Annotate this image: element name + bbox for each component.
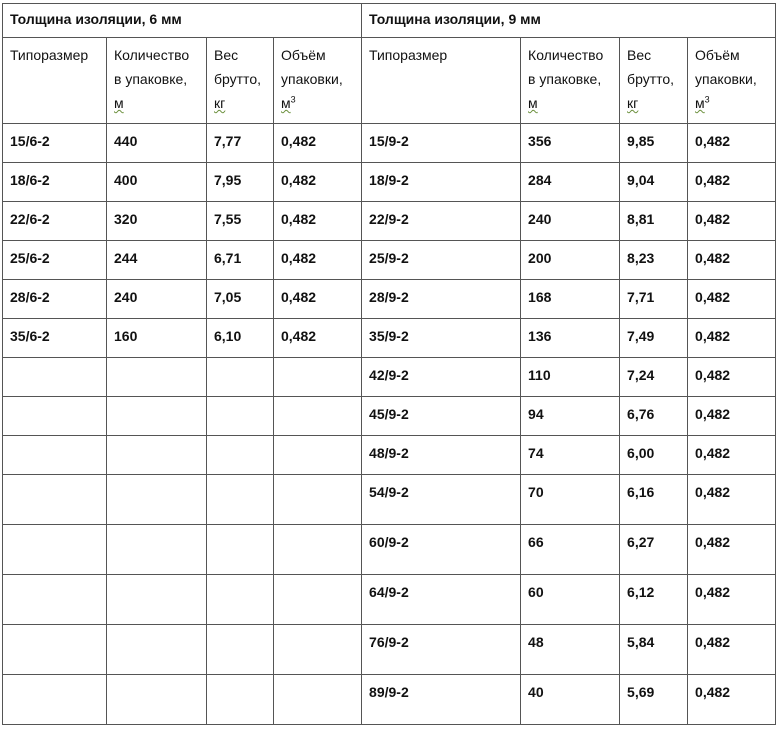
left-header-size: Типоразмер	[3, 38, 107, 124]
right-cell-size: 45/9-2	[362, 397, 521, 436]
right-cell-volume: 0,482	[688, 436, 776, 475]
table-row	[3, 525, 776, 575]
left-cell-weight: 7,55	[207, 202, 274, 241]
left-cell-weight	[207, 525, 274, 575]
table-row	[3, 397, 776, 436]
insulation-table	[2, 3, 776, 725]
left-cell-size: 22/6-2	[3, 202, 107, 241]
left-cell-volume: 0,482	[274, 202, 362, 241]
right-cell-size: 76/9-2	[362, 625, 521, 675]
table-row	[3, 475, 776, 525]
left-cell-size	[3, 675, 107, 725]
right-cell-qty: 74	[521, 436, 620, 475]
right-cell-weight: 6,00	[620, 436, 688, 475]
right-cell-qty: 240	[521, 202, 620, 241]
right-cell-weight: 7,49	[620, 319, 688, 358]
right-cell-weight: 6,27	[620, 525, 688, 575]
left-cell-qty: 244	[107, 241, 207, 280]
left-cell-volume	[274, 475, 362, 525]
left-cell-size	[3, 525, 107, 575]
right-cell-qty: 200	[521, 241, 620, 280]
right-cell-size: 15/9-2	[362, 124, 521, 163]
table-row	[3, 625, 776, 675]
left-cell-size: 35/6-2	[3, 319, 107, 358]
left-cell-weight	[207, 436, 274, 475]
title-row	[3, 4, 776, 38]
right-cell-qty: 94	[521, 397, 620, 436]
left-cell-weight	[207, 675, 274, 725]
right-cell-size: 35/9-2	[362, 319, 521, 358]
right-cell-size: 28/9-2	[362, 280, 521, 319]
left-cell-volume	[274, 397, 362, 436]
right-title: Толщина изоляции, 9 мм	[362, 4, 776, 38]
table-row	[3, 358, 776, 397]
left-cell-qty: 320	[107, 202, 207, 241]
left-cell-weight: 6,10	[207, 319, 274, 358]
left-cell-volume: 0,482	[274, 124, 362, 163]
left-cell-qty	[107, 397, 207, 436]
left-cell-weight: 7,95	[207, 163, 274, 202]
left-cell-volume	[274, 358, 362, 397]
right-header-size: Типоразмер	[362, 38, 521, 124]
left-cell-volume: 0,482	[274, 319, 362, 358]
right-cell-volume: 0,482	[688, 475, 776, 525]
left-cell-volume	[274, 436, 362, 475]
right-cell-size: 89/9-2	[362, 675, 521, 725]
left-title: Толщина изоляции, 6 мм	[3, 4, 362, 38]
right-cell-volume: 0,482	[688, 319, 776, 358]
right-cell-volume: 0,482	[688, 675, 776, 725]
right-cell-weight: 9,85	[620, 124, 688, 163]
left-cell-weight	[207, 475, 274, 525]
right-cell-qty: 110	[521, 358, 620, 397]
right-cell-weight: 6,76	[620, 397, 688, 436]
table-row	[3, 202, 776, 241]
left-cell-qty	[107, 436, 207, 475]
right-cell-qty: 48	[521, 625, 620, 675]
right-cell-qty: 60	[521, 575, 620, 625]
right-cell-qty: 168	[521, 280, 620, 319]
right-cell-size: 60/9-2	[362, 525, 521, 575]
right-cell-volume: 0,482	[688, 625, 776, 675]
right-cell-weight: 5,69	[620, 675, 688, 725]
right-cell-weight: 6,12	[620, 575, 688, 625]
right-cell-qty: 40	[521, 675, 620, 725]
left-cell-qty: 400	[107, 163, 207, 202]
left-cell-size	[3, 436, 107, 475]
left-cell-size	[3, 475, 107, 525]
right-cell-qty: 136	[521, 319, 620, 358]
right-header-volume: Объём упаковки, $м^3$	[688, 38, 776, 124]
left-cell-qty	[107, 358, 207, 397]
table-row	[3, 124, 776, 163]
right-cell-volume: 0,482	[688, 163, 776, 202]
header-row	[3, 38, 776, 124]
left-cell-qty: 160	[107, 319, 207, 358]
right-cell-weight: 7,24	[620, 358, 688, 397]
right-cell-size: 18/9-2	[362, 163, 521, 202]
right-cell-volume: 0,482	[688, 280, 776, 319]
right-cell-volume: 0,482	[688, 124, 776, 163]
left-cell-qty: 440	[107, 124, 207, 163]
left-cell-volume: 0,482	[274, 280, 362, 319]
left-cell-volume	[274, 625, 362, 675]
right-cell-size: 48/9-2	[362, 436, 521, 475]
left-cell-qty	[107, 525, 207, 575]
right-cell-size: 42/9-2	[362, 358, 521, 397]
table-row	[3, 241, 776, 280]
table-row	[3, 280, 776, 319]
right-cell-weight: 9,04	[620, 163, 688, 202]
right-cell-weight: 7,71	[620, 280, 688, 319]
right-cell-size: 64/9-2	[362, 575, 521, 625]
left-cell-weight: 6,71	[207, 241, 274, 280]
left-cell-size: 18/6-2	[3, 163, 107, 202]
right-cell-qty: 356	[521, 124, 620, 163]
right-cell-weight: 8,23	[620, 241, 688, 280]
left-cell-weight	[207, 358, 274, 397]
left-cell-volume: 0,482	[274, 163, 362, 202]
left-header-qty: Количество в упаковке, м	[107, 38, 207, 124]
right-cell-size: 25/9-2	[362, 241, 521, 280]
right-header-weight: Вес брутто, кг	[620, 38, 688, 124]
right-cell-volume: 0,482	[688, 575, 776, 625]
right-cell-qty: 66	[521, 525, 620, 575]
left-cell-volume	[274, 675, 362, 725]
left-cell-volume	[274, 575, 362, 625]
left-cell-qty	[107, 675, 207, 725]
left-cell-qty	[107, 575, 207, 625]
table-row	[3, 575, 776, 625]
left-cell-weight	[207, 575, 274, 625]
right-cell-size: 54/9-2	[362, 475, 521, 525]
right-cell-weight: 6,16	[620, 475, 688, 525]
left-cell-volume: 0,482	[274, 241, 362, 280]
left-cell-size	[3, 625, 107, 675]
left-cell-size: 25/6-2	[3, 241, 107, 280]
right-cell-weight: 5,84	[620, 625, 688, 675]
right-header-qty: Количество в упаковке, м	[521, 38, 620, 124]
left-cell-size	[3, 397, 107, 436]
left-cell-qty	[107, 475, 207, 525]
left-header-volume: Объём упаковки, $м^3$	[274, 38, 362, 124]
left-cell-qty: 240	[107, 280, 207, 319]
left-cell-size	[3, 575, 107, 625]
right-cell-weight: 8,81	[620, 202, 688, 241]
left-cell-weight: 7,77	[207, 124, 274, 163]
left-cell-size	[3, 358, 107, 397]
left-header-weight: Вес брутто, кг	[207, 38, 274, 124]
right-cell-volume: 0,482	[688, 397, 776, 436]
right-cell-qty: 284	[521, 163, 620, 202]
left-cell-size: 15/6-2	[3, 124, 107, 163]
table-row	[3, 319, 776, 358]
right-cell-volume: 0,482	[688, 241, 776, 280]
right-cell-volume: 0,482	[688, 525, 776, 575]
right-cell-volume: 0,482	[688, 358, 776, 397]
left-cell-qty	[107, 625, 207, 675]
right-cell-volume: 0,482	[688, 202, 776, 241]
table-row	[3, 436, 776, 475]
left-cell-size: 28/6-2	[3, 280, 107, 319]
left-cell-volume	[274, 525, 362, 575]
right-cell-qty: 70	[521, 475, 620, 525]
left-cell-weight	[207, 625, 274, 675]
table-row	[3, 675, 776, 725]
left-cell-weight: 7,05	[207, 280, 274, 319]
right-cell-size: 22/9-2	[362, 202, 521, 241]
left-cell-weight	[207, 397, 274, 436]
table-row	[3, 163, 776, 202]
